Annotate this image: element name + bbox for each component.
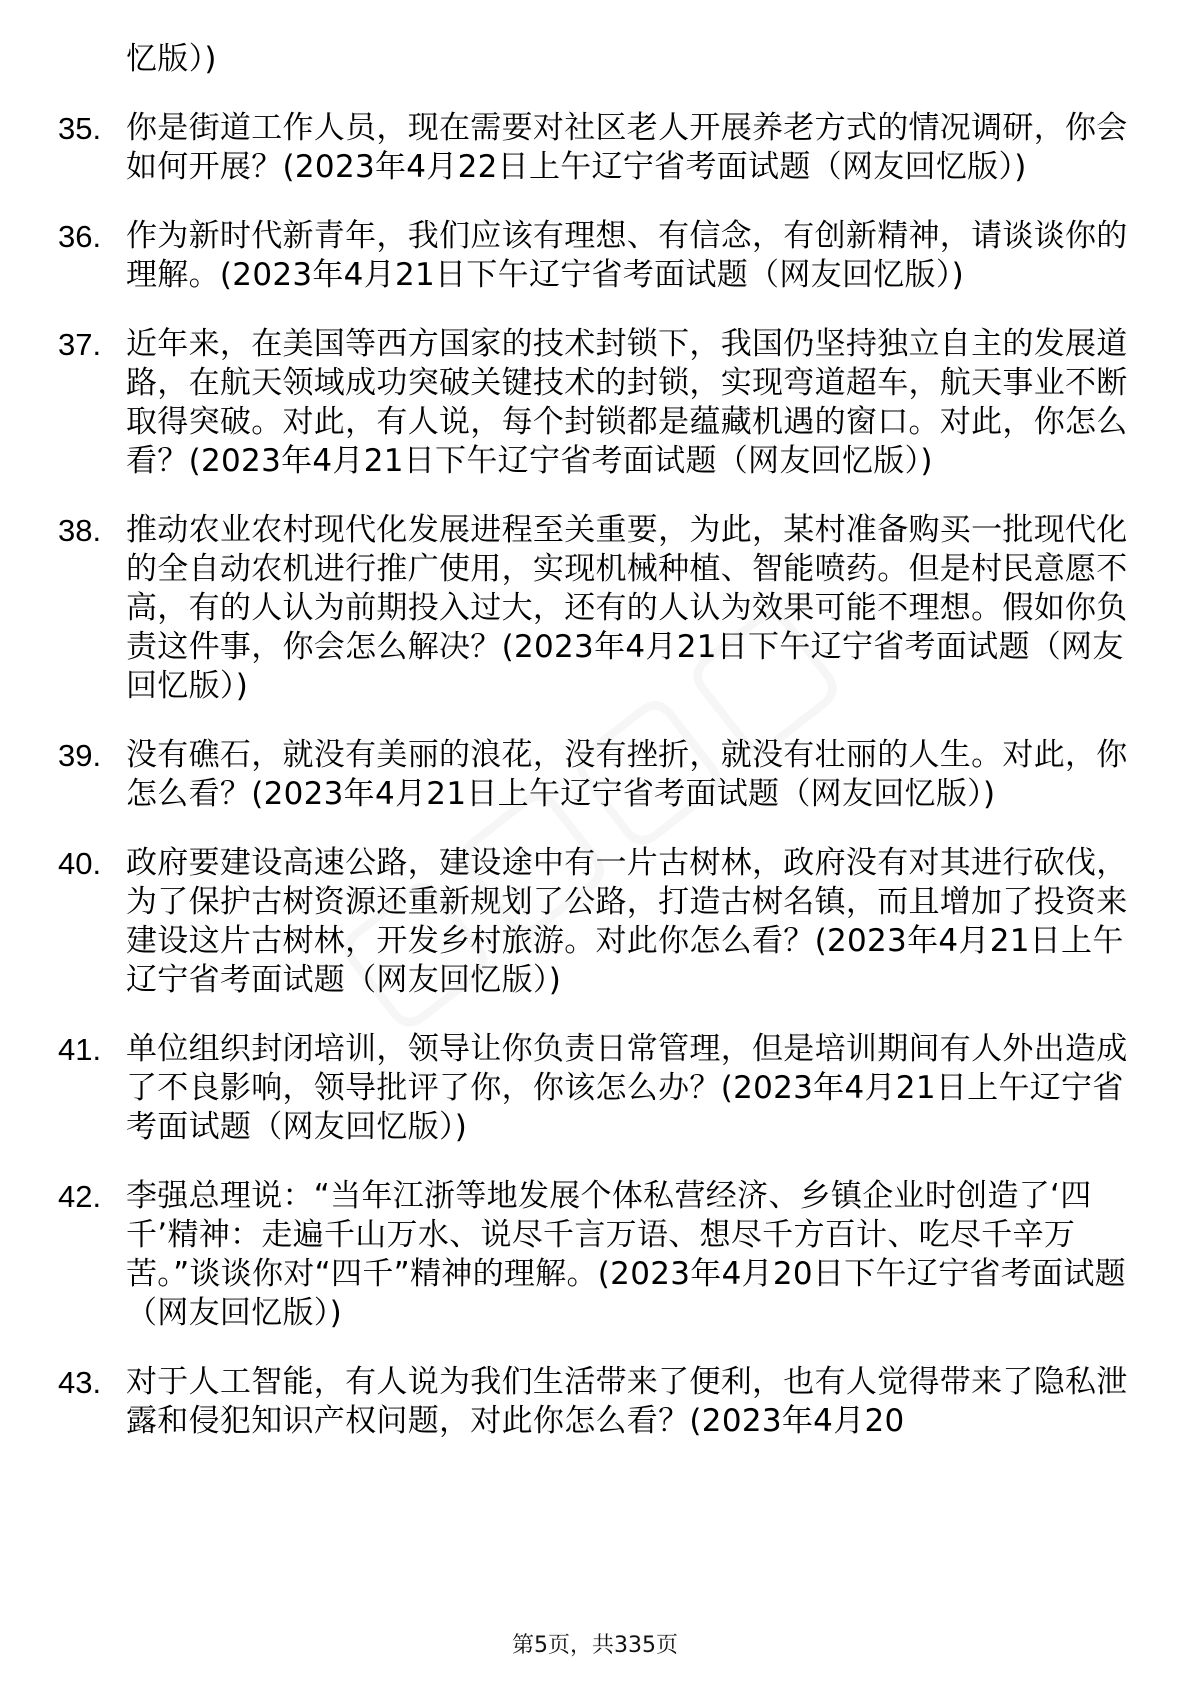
- question-text: 推动农业农村现代化发展进程至关重要，为此，某村准备购买一批现代化的全自动农机进行推广使用，实现机械种植、智能喷药。但是村民意愿不高，有的人认为前期投入过大，还有的人认为效果可能不理想。假如你负责这件事，你会怎么解决？(2023年4月21日下午辽宁省考面试题（网友回忆版）): [126, 512, 1128, 704]
- question-item-40: [58, 844, 1138, 1000]
- page-footer: 第5页，共335页: [512, 1633, 678, 1658]
- question-item-39: [58, 736, 1138, 814]
- question-number: 40.: [58, 846, 102, 881]
- question-number: 35.: [58, 111, 102, 146]
- question-text: 你是街道工作人员，现在需要对社区老人开展养老方式的情况调研，你会如何开展？(2023年4月22日上午辽宁省考面试题（网友回忆版）): [126, 110, 1128, 185]
- question-text: 对于人工智能，有人说为我们生活带来了便利，也有人觉得带来了隐私泄露和侵犯知识产权问题，对此你怎么看？(2023年4月20: [126, 1364, 1128, 1439]
- question-item-35: [58, 109, 1138, 187]
- document-body: [58, 40, 1138, 1471]
- question-text: 没有礁石，就没有美丽的浪花，没有挫折，就没有壮丽的人生。对此，你怎么看？(2023年4月21日上午辽宁省考面试题（网友回忆版）): [126, 737, 1128, 812]
- question-text: 李强总理说：“当年江浙等地发展个体私营经济、乡镇企业时创造了‘四千’精神：走遍千山万水、说尽千言万语、想尽千方百计、吃尽千辛万苦。”谈谈你对“四千”精神的理解。(2023年4月20日下午辽宁省考面试题（网友回忆版）): [126, 1178, 1126, 1331]
- question-list: [58, 109, 1138, 1441]
- question-item-42: [58, 1177, 1138, 1333]
- question-number: 41.: [58, 1032, 102, 1067]
- question-item-43: [58, 1363, 1138, 1441]
- question-text: 单位组织封闭培训，领导让你负责日常管理，但是培训期间有人外出造成了不良影响，领导批评了你，你该怎么办？(2023年4月21日上午辽宁省考面试题（网友回忆版）): [126, 1031, 1128, 1145]
- question-item-37: [58, 325, 1138, 481]
- question-number: 43.: [58, 1365, 102, 1400]
- question-number: 36.: [58, 219, 102, 254]
- question-number: 37.: [58, 327, 102, 362]
- question-item-36: [58, 217, 1138, 295]
- question-text: 政府要建设高速公路，建设途中有一片古树林，政府没有对其进行砍伐，为了保护古树资源还重新规划了公路，打造古树名镇，而且增加了投资来建设这片古树林，开发乡村旅游。对此你怎么看？(2023年4月21日上午辽宁省考面试题（网友回忆版）): [126, 845, 1128, 998]
- question-number: 39.: [58, 738, 102, 773]
- question-item-41: [58, 1030, 1138, 1147]
- question-text: 近年来，在美国等西方国家的技术封锁下，我国仍坚持独立自主的发展道路，在航天领域成功突破关键技术的封锁，实现弯道超车，航天事业不断取得突破。对此，有人说，每个封锁都是蕴藏机遇的窗口。对此，你怎么看？(2023年4月21日下午辽宁省考面试题（网友回忆版）): [126, 326, 1128, 479]
- question-item-38: [58, 511, 1138, 706]
- continued-text: 忆版）): [126, 41, 217, 77]
- question-number: 42.: [58, 1179, 102, 1214]
- question-text: 作为新时代新青年，我们应该有理想、有信念，有创新精神，请谈谈你的理解。(2023年4月21日下午辽宁省考面试题（网友回忆版）): [126, 218, 1128, 293]
- question-number: 38.: [58, 513, 102, 548]
